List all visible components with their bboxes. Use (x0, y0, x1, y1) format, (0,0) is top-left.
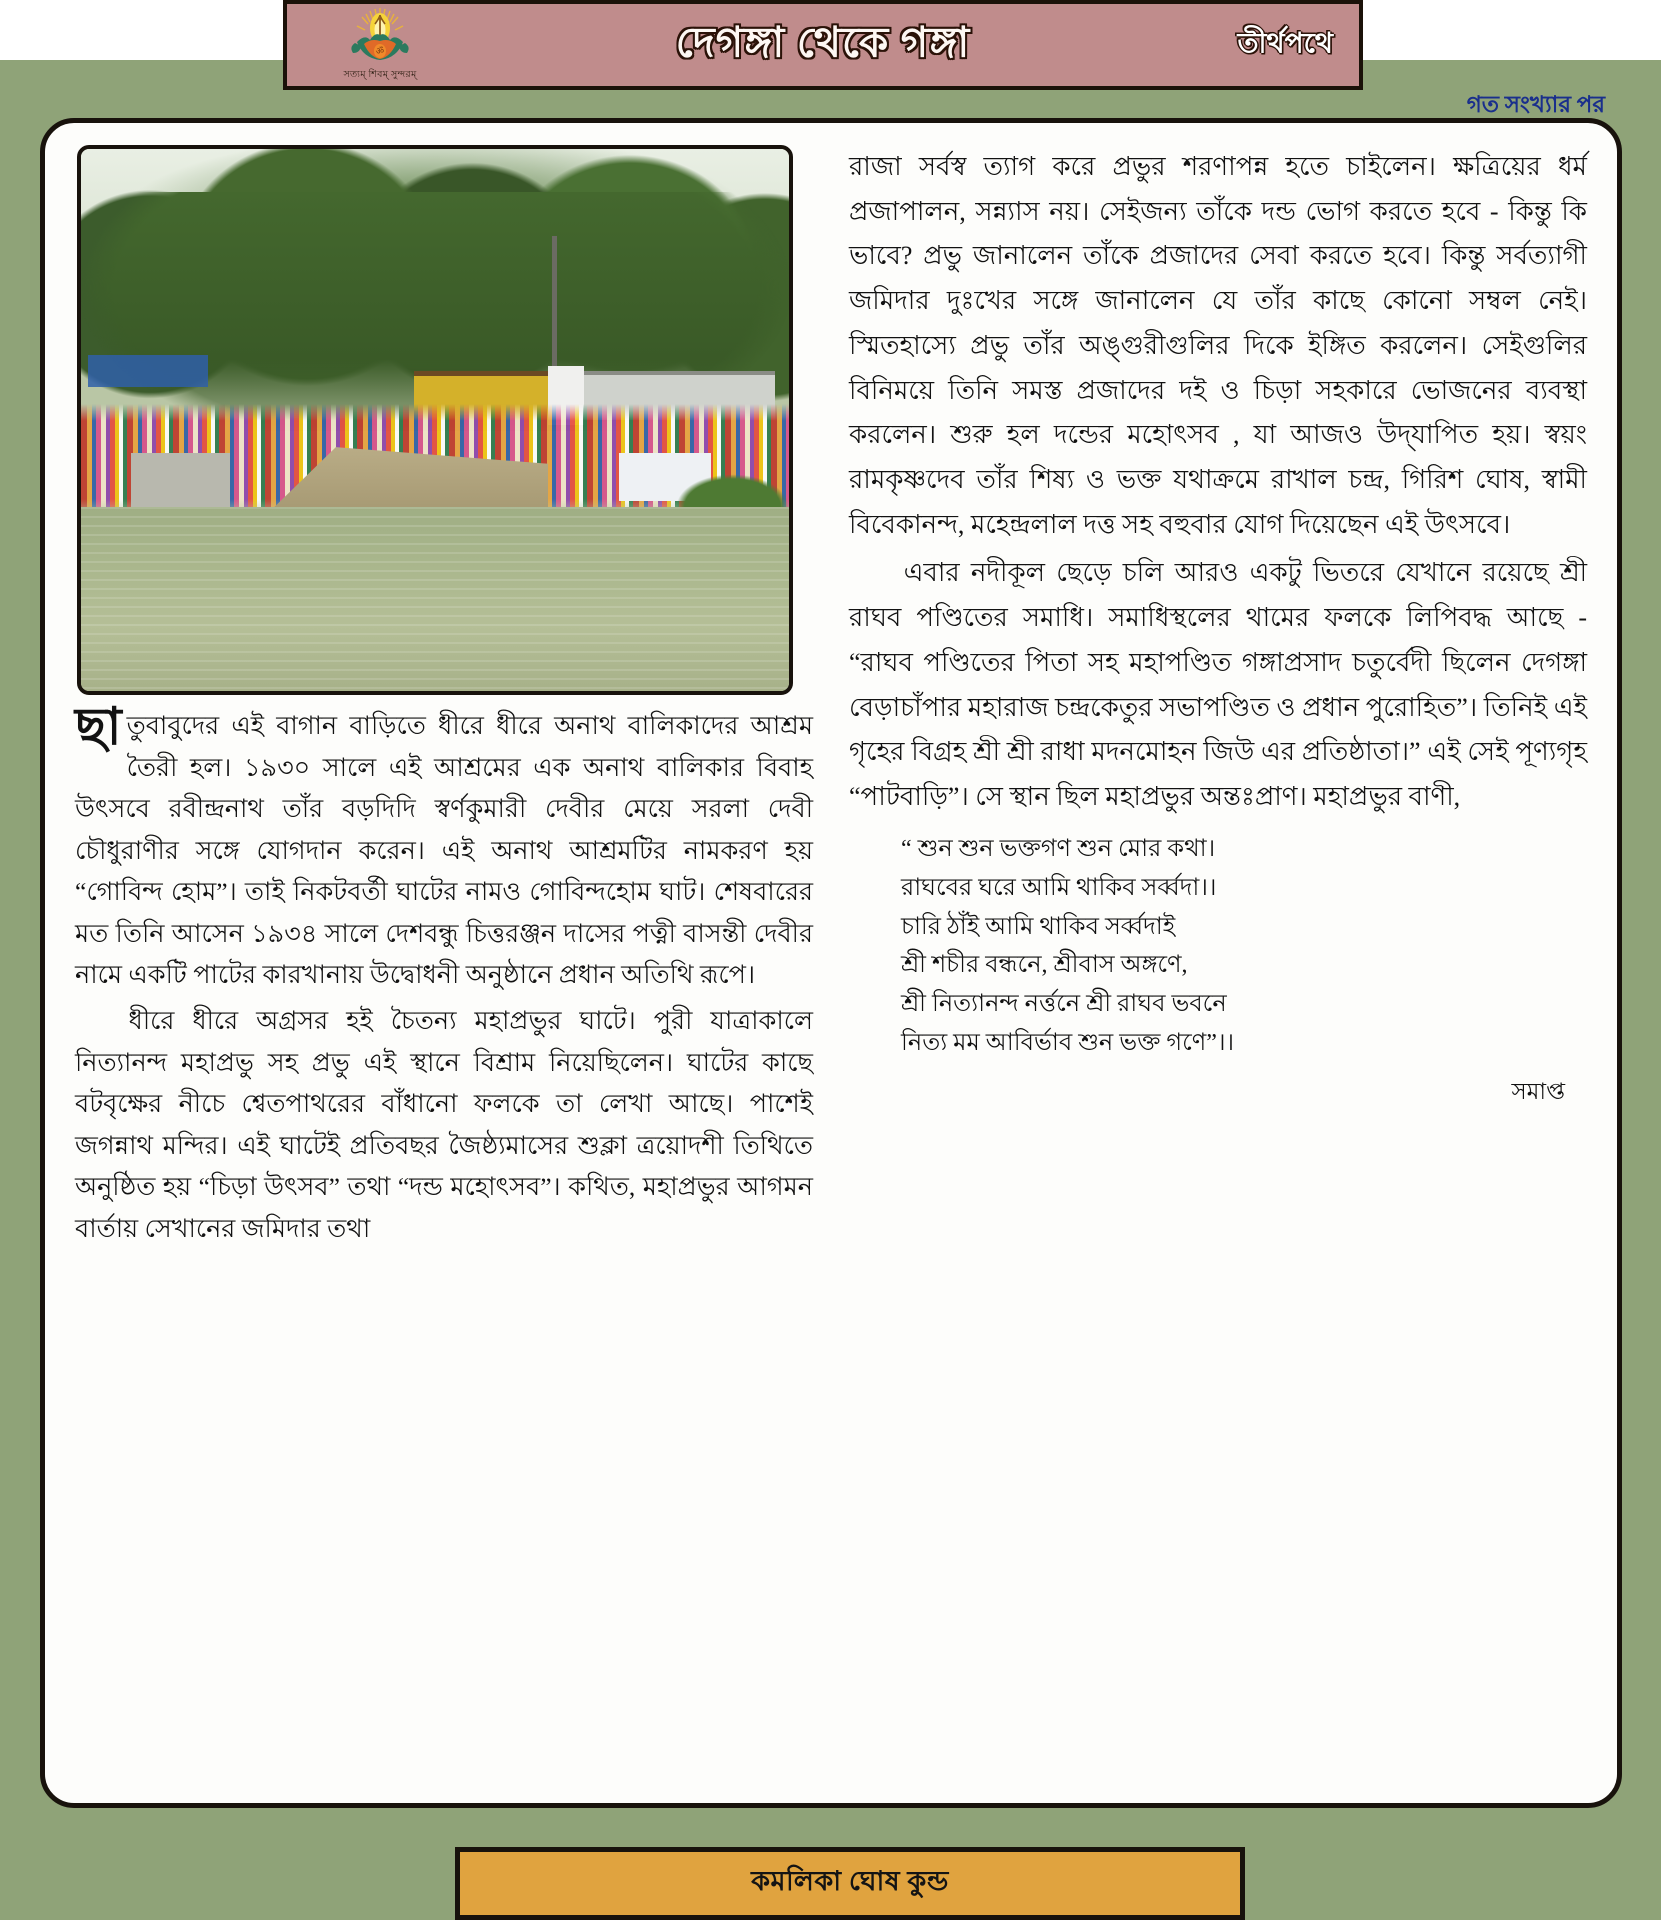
verse-line: চারি ঠাঁই আমি থাকিব সর্ব্বদাই (901, 913, 1176, 940)
verse-line: শ্রী নিত্যানন্দ নর্ত্তনে শ্রী রাঘব ভবনে (901, 991, 1227, 1018)
photo-illustration (81, 149, 789, 691)
paragraph (849, 145, 1587, 547)
header-banner (283, 0, 1363, 90)
magazine-title: দেগঙ্গা থেকে গঙ্গা (675, 20, 971, 67)
article-photo (77, 145, 793, 695)
paragraph-text: এবার নদীকূল ছেড়ে চলি আরও একটু ভিতরে যেখানে রয়েছে শ্রী রাঘব পণ্ডিতের সমাধি। সমাধিস্থলের থামের ফলকে লিপিবদ্ধ আছে - “রাঘব পণ্ডিতের পিতা সহ মহাপণ্ডিত গঙ্গাপ্রসাদ চতুর্বেদী ছিলেন দেগঙ্গা বেড়াচাঁপার মহারাজ চন্দ্রকেতুর সভাপণ্ডিত ও প্রধান পুরোহিত”। তিনিই এই গৃহের বিগ্রহ শ্রী শ্রী রাধা মদনমোহন জিউ এর প্রতিষ্ঠাতা।” এই সেই পূণ্যগৃহ “পাটবাড়ি”। সে স্থান ছিল মহাপ্রভুর অন্তঃপ্রাণ। মহাপ্রভুর বাণী, (849, 558, 1587, 812)
content-card (40, 118, 1622, 1808)
svg-text:ॐ: ॐ (375, 46, 385, 56)
paragraph-text: ধীরে ধীরে অগ্রসর হই চৈতন্য মহাপ্রভুর ঘাটে। পুরী যাত্রাকালে নিত্যানন্দ মহাপ্রভু সহ প্রভু এই স্থানে বিশ্রাম নিয়েছিলেন। ঘাটের কাছে বটবৃক্ষের নীচে শ্বেতপাথরের বাঁধানো ফলকে তা লেখা আছে। পাশেই জগন্নাথ মন্দির। এই ঘাটেই প্রতিবছর জৈষ্ঠ্যমাসের শুক্লা ত্রয়োদশী তিথিতে অনুষ্ঠিত হয় “চিড়া উৎসব” তথা “দন্ড মহোৎসব”। কথিত, মহাপ্রভুর আগমন বার্তায় সেখানের জমিদার তথা (75, 1005, 813, 1243)
paragraph-text: রাজা সর্বস্ব ত্যাগ করে প্রভুর শরণাপন্ন হতে চাইলেন। ক্ষত্রিয়ের ধর্ম প্রজাপালন, সন্ন্যাস নয়। সেইজন্য তাঁকে দন্ড ভোগ করতে হবে - কিন্তু কি ভাবে? প্রভু জানালেন তাঁকে প্রজাদের সেবা করতে হবে। কিন্তু সর্বত্যাগী জমিদার দুঃখের সঙ্গে জানালেন যে তাঁর কাছে কোনো সম্বল নেই। স্মিতহাস্যে প্রভু তাঁর অঙ্গুরীগুলির দিকে ইঙ্গিত করলেন। সেইগুলির বিনিময়ে তিনি সমস্ত প্রজাদের দই ও চিড়া সহকারে ভোজনের ব্যবস্থা করলেন। শুরু হল দন্ডের মহোৎসব , যা আজও উদ্‌যাপিত হয়। স্বয়ং রামকৃষ্ণদেব তাঁর শিষ্য ও ভক্ত যথাক্রমে রাখাল চন্দ্র, গিরিশ ঘোষ, স্বামী বিবেকানন্দ, মহেন্দ্রলাল দত্ত সহ বহুবার যোগ দিয়েছেন এই উৎসবে। (849, 152, 1587, 539)
photo-river (81, 507, 789, 691)
left-column (75, 145, 813, 1785)
paragraph (75, 1000, 813, 1249)
photo-ghat-wall (131, 453, 230, 513)
closing-note: সমাপ্ত (1511, 1079, 1565, 1105)
continuation-note: গত সংখ্যার পর (1466, 92, 1605, 117)
paragraph (849, 551, 1587, 819)
right-article-text (849, 145, 1587, 820)
right-column (849, 145, 1587, 1785)
verse-line: শ্রী শচীর বন্ধনে, শ্রীবাস অঙ্গণে, (901, 952, 1188, 979)
author-byline-box (455, 1847, 1245, 1920)
verse-block (849, 830, 1587, 1063)
verse-line: রাঘবের ঘরে আমি থাকিব সর্ব্বদা।। (901, 874, 1217, 901)
left-article-text (75, 699, 813, 1249)
two-column-body (75, 145, 1587, 1785)
paragraph-text: তুবাবুদের এই বাগান বাড়িতে ধীরে ধীরে অনাথ বালিকাদের আশ্রম তৈরী হল। ১৯৩০ সালে এই আশ্রমের এক অনাথ বালিকার বিবাহ উৎসবে রবীন্দ্রনাথ তাঁর বড়দিদি স্বর্ণকুমারী দেবীর মেয়ে সরলা দেবী চৌধুরাণীর সঙ্গে যোগদান করেন। এই অনাথ আশ্রমটির নামকরণ হয় “গোবিন্দ হোম”। তাই নিকটবর্তী ঘাটের নামও গোবিন্দহোম ঘাট। শেষবারের মত তিনি আসেন ১৯৩৪ সালে দেশবন্ধু চিত্তরঞ্জন দাসের পত্নী বাসন্তী দেবীর নামে একটি পাটের কারখানায় উদ্বোধনী অনুষ্ঠানে প্রধান অতিথি রূপে। (75, 711, 813, 990)
section-label: তীর্থপথে (1237, 28, 1333, 60)
paragraph (75, 699, 813, 996)
verse-line: “ শুন শুন ভক্তগণ শুন মোর কথা। (901, 835, 1216, 862)
logo-motto: সত্যম্ শিবম্ সুন্দরম্ (343, 70, 417, 80)
author-name: কমলিকা ঘোষ কুন্ড (751, 1866, 949, 1896)
verse-line: নিত্য মম আবির্ভাব শুন ভক্ত গণে”।। (901, 1030, 1235, 1057)
drop-cap: ছা (75, 699, 122, 756)
photo-blue-tarp (88, 355, 208, 388)
